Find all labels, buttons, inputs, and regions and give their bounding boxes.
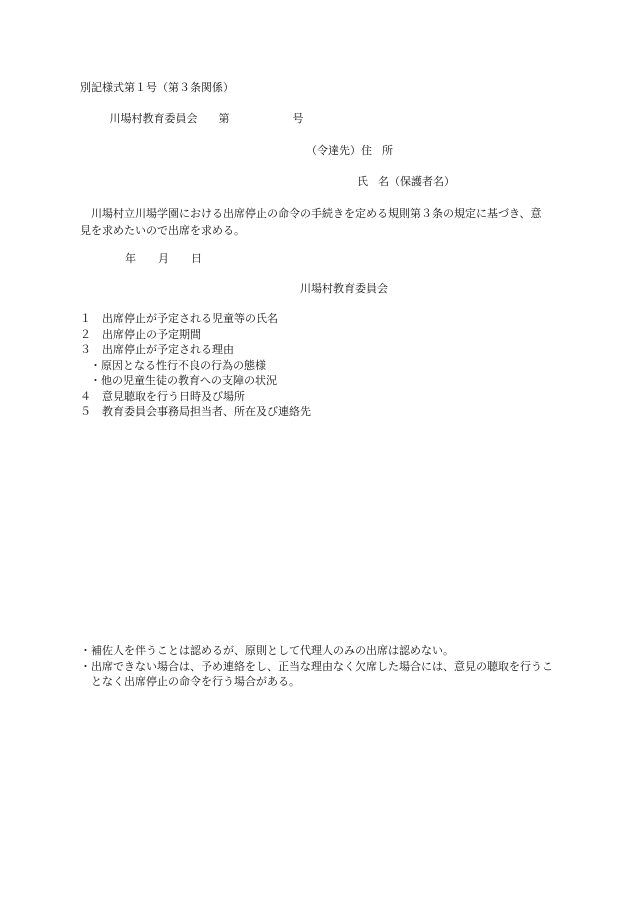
item-number: ４ [80,389,91,403]
issuer-board: 川場村教育委員会 [109,112,198,125]
recipient-address-label-2: 所 [382,144,393,157]
item-number: ２ [80,327,91,341]
item-number: ５ [80,405,91,418]
item-text: 意見聴取を行う日時及び場所 [102,389,245,403]
list-subitem: ・原因となる性行不良の行為の態様 [90,358,266,372]
date-day: 日 [191,252,202,265]
list-item [80,389,311,405]
issuer-gou: 号 [292,112,304,125]
recipient-name-label-2: 名（保護者名） [378,175,455,188]
issuer-dai: 第 [218,112,230,125]
date-line [125,252,202,266]
issuer-line [92,112,304,126]
item-number: １ [80,312,91,325]
recipient-address-line [306,144,393,158]
item-text: 出席停止が予定される理由 [102,343,234,356]
list-item [80,404,311,420]
recipient-name-label-1: 氏 [357,175,368,188]
item-number: ３ [80,343,91,356]
item-text: 教育委員会事務局担当者、所在及び連絡先 [102,405,311,418]
items-list [80,311,311,420]
recipient-name-line [357,175,455,189]
recipient-address-label-1: 住 [361,144,372,157]
item-text: 出席停止の予定期間 [102,327,201,341]
form-number: 別記様式第１号（第３条関係） [80,81,234,94]
date-month: 月 [158,252,169,265]
date-year: 年 [125,252,136,265]
item-text: 出席停止が予定される児童等の氏名 [102,312,278,325]
note-item: ・出席できない場合は、予め連絡をし、正当な理由なく欠席した場合には、意見の聴取を行うことなく出席停止の命令を行う場合がある。 [80,659,553,688]
signatory: 川場村教育委員会 [300,282,388,295]
list-subitem: ・他の児童生徒の教育への支障の状況 [90,374,277,387]
notes-list [80,643,560,690]
body-text: 川場村立川場学園における出席停止の命令の手続きを定める規則第３条の規定に基づき、意見を求めたいので出席を求める。 [80,207,542,237]
list-item [80,327,311,343]
recipient-prefix: （令達先） [306,144,361,157]
note-item: ・補佐人を伴うことは認めるが、原則として代理人のみの出席は認めない。 [80,644,454,657]
list-item [80,342,311,358]
list-item [80,311,311,327]
